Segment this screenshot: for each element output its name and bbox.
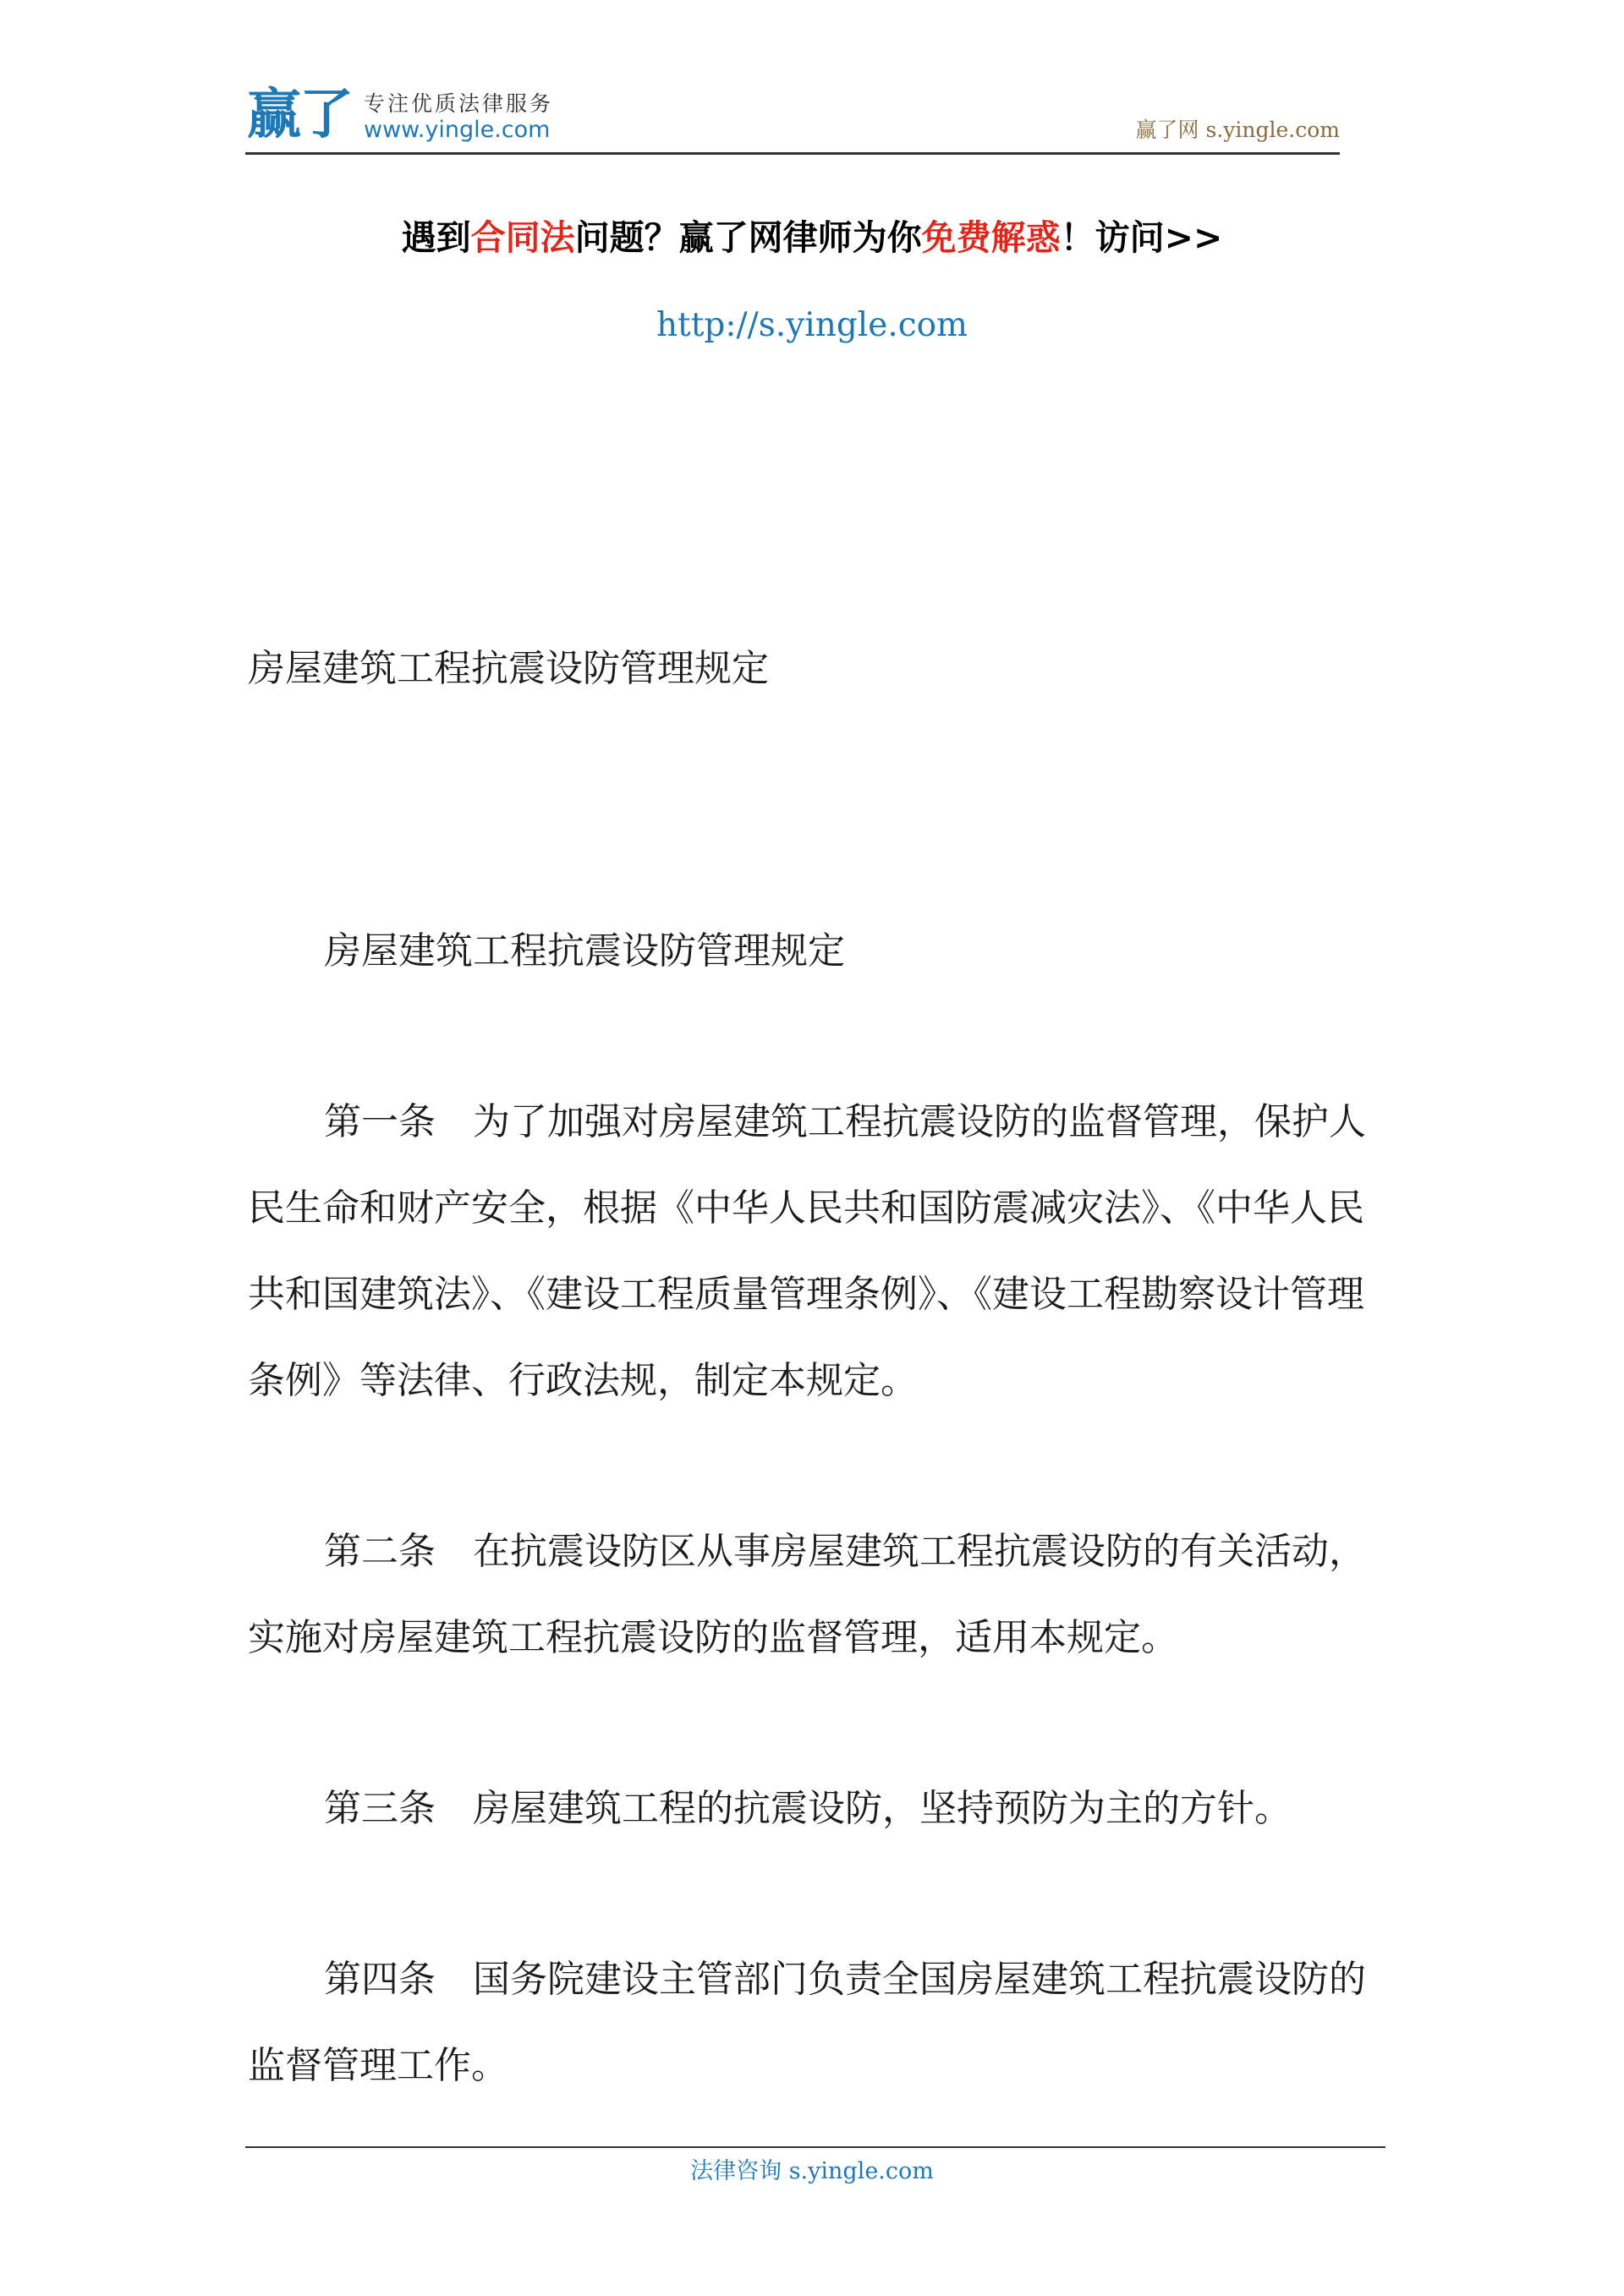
promo-text-3: ！访问>>: [1060, 217, 1223, 258]
article-2-label: 第二条: [324, 1530, 436, 1573]
article-1-text: 为了加强对房屋建筑工程抗震设防的监督管理，保护人民生命和财产安全，根据《中华人民共和国防震减灾法》、《中华人民共和国建筑法》、《建设工程质量管理条例》、《建设工程勘察设计管理条例》等法律、行政法规，制定本规定。: [248, 1100, 1366, 1402]
document-subtitle: 房屋建筑工程抗震设防管理规定: [324, 929, 845, 973]
footer-link[interactable]: 法律咨询 s.yingle.com: [690, 2158, 934, 2184]
promo-highlight-free: 免费解惑: [921, 217, 1061, 258]
article-3-label: 第三条: [324, 1787, 436, 1830]
promo-banner: [0, 215, 1624, 260]
article-3-text: 房屋建筑工程的抗震设防，坚持预防为主的方针。: [473, 1787, 1292, 1830]
document-title: 房屋建筑工程抗震设防管理规定: [248, 647, 769, 690]
promo-text-1: 遇到: [401, 217, 471, 258]
article-4: [248, 1937, 1393, 2109]
footer-divider: [245, 2146, 1385, 2148]
yingle-logo[interactable]: [247, 86, 553, 151]
promo-link[interactable]: http://s.yingle.com: [656, 306, 968, 344]
logo-mark: 赢了: [247, 84, 352, 146]
promo-highlight-contract-law: 合同法: [470, 217, 575, 258]
article-2: [248, 1509, 1393, 1681]
article-4-label: 第四条: [324, 1958, 436, 2001]
article-1: [248, 1079, 1393, 1424]
promo-text-2: 问题？赢了网律师为你: [574, 217, 922, 258]
article-2-text: 在抗震设防区从事房屋建筑工程抗震设防的有关活动，实施对房屋建筑工程抗震设防的监督管理，适用本规定。: [248, 1530, 1366, 1659]
logo-url: www.yingle.com: [364, 117, 551, 143]
logo-slogan: 专注优质法律服务: [364, 91, 554, 116]
page-header: [245, 85, 1340, 155]
logo-text: [364, 86, 553, 144]
article-3: [248, 1766, 1393, 1852]
article-1-label: 第一条: [324, 1100, 436, 1143]
article-4-text: 国务院建设主管部门负责全国房屋建筑工程抗震设防的监督管理工作。: [248, 1958, 1366, 2087]
header-site-link[interactable]: 赢了网 s.yingle.com: [1135, 118, 1340, 142]
